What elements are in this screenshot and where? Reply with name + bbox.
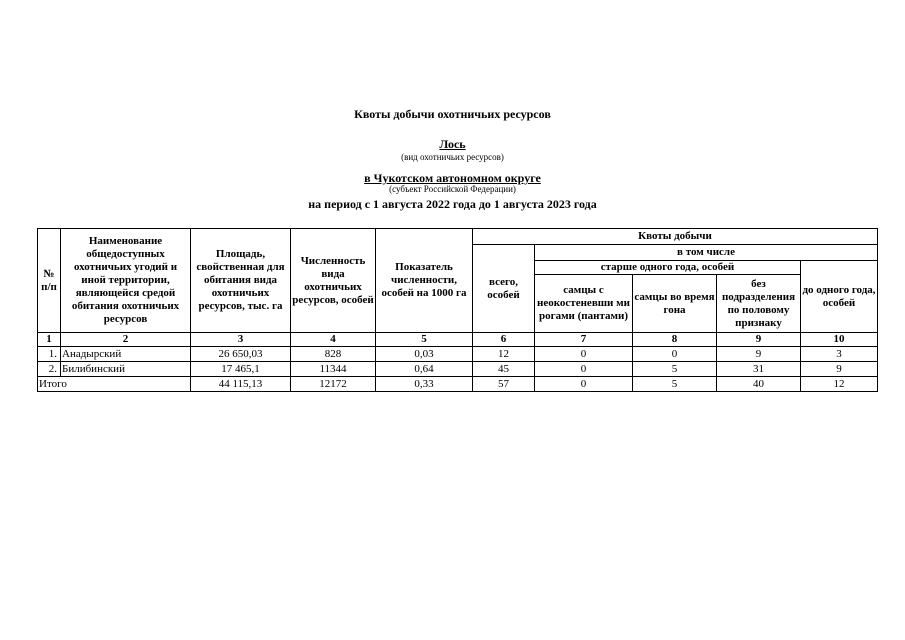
row-count: 828 bbox=[291, 347, 376, 362]
header-males-antlers: самцы с неокостеневши ми рогами (пантами) bbox=[535, 275, 633, 333]
row-total: 12 bbox=[473, 347, 535, 362]
quota-table bbox=[37, 228, 878, 392]
header-quota: Квоты добычи bbox=[473, 229, 878, 245]
header-no-sex: без подразделения по половому признаку bbox=[717, 275, 801, 333]
col-number: 5 bbox=[376, 333, 473, 347]
header-under-one: до одного года, особей bbox=[801, 261, 878, 333]
col-number: 6 bbox=[473, 333, 535, 347]
row-rut: 0 bbox=[633, 347, 717, 362]
header-males-rut: самцы во время гона bbox=[633, 275, 717, 333]
total-index: 0,33 bbox=[376, 377, 473, 392]
row-area: 17 465,1 bbox=[191, 362, 291, 377]
row-name: Билибинский bbox=[61, 362, 191, 377]
header-older: старше одного года, особей bbox=[535, 261, 801, 275]
region-name: в Чукотском автономном округе bbox=[364, 171, 541, 185]
header-total: всего, особей bbox=[473, 245, 535, 333]
table-row bbox=[38, 362, 878, 377]
total-count: 12172 bbox=[291, 377, 376, 392]
total-young: 12 bbox=[801, 377, 878, 392]
row-total: 45 bbox=[473, 362, 535, 377]
col-number: 9 bbox=[717, 333, 801, 347]
row-young: 9 bbox=[801, 362, 878, 377]
document-title: Квоты добычи охотничьих ресурсов bbox=[354, 107, 551, 121]
total-rut: 5 bbox=[633, 377, 717, 392]
col-number: 10 bbox=[801, 333, 878, 347]
row-area: 26 650,03 bbox=[191, 347, 291, 362]
total-antlers: 0 bbox=[535, 377, 633, 392]
table-row bbox=[38, 347, 878, 362]
col-number: 2 bbox=[61, 333, 191, 347]
row-name: Анадырский bbox=[61, 347, 191, 362]
total-area: 44 115,13 bbox=[191, 377, 291, 392]
header-count: Численность вида охотничьих ресурсов, особей bbox=[291, 229, 376, 333]
period-text: на период с 1 августа 2022 года до 1 августа 2023 года bbox=[308, 197, 597, 211]
total-label: Итого bbox=[38, 377, 191, 392]
header-index: Показатель численности, особей на 1000 га bbox=[376, 229, 473, 333]
total-nosex: 40 bbox=[717, 377, 801, 392]
header-area: Площадь, свойственная для обитания вида охотничьих ресурсов, тыс. га bbox=[191, 229, 291, 333]
species-note: (вид охотничьих ресурсов) bbox=[401, 152, 504, 162]
row-antlers: 0 bbox=[535, 347, 633, 362]
region-note: (субъект Российской Федерации) bbox=[389, 184, 516, 194]
col-number: 3 bbox=[191, 333, 291, 347]
header-no: № п/п bbox=[38, 229, 61, 333]
col-number: 8 bbox=[633, 333, 717, 347]
total-row bbox=[38, 377, 878, 392]
row-no: 1. bbox=[38, 347, 61, 362]
row-no: 2. bbox=[38, 362, 61, 377]
row-index: 0,03 bbox=[376, 347, 473, 362]
header-name: Наименование общедоступных охотничьих угодий и иной территории, являющейся средой обитания охотничьих ресурсов bbox=[61, 229, 191, 333]
total-total: 57 bbox=[473, 377, 535, 392]
col-number: 1 bbox=[38, 333, 61, 347]
row-nosex: 9 bbox=[717, 347, 801, 362]
header-including: в том числе bbox=[535, 245, 878, 261]
col-number: 4 bbox=[291, 333, 376, 347]
row-index: 0,64 bbox=[376, 362, 473, 377]
row-rut: 5 bbox=[633, 362, 717, 377]
row-young: 3 bbox=[801, 347, 878, 362]
species-name: Лось bbox=[439, 137, 466, 151]
row-count: 11344 bbox=[291, 362, 376, 377]
col-number: 7 bbox=[535, 333, 633, 347]
row-nosex: 31 bbox=[717, 362, 801, 377]
row-antlers: 0 bbox=[535, 362, 633, 377]
